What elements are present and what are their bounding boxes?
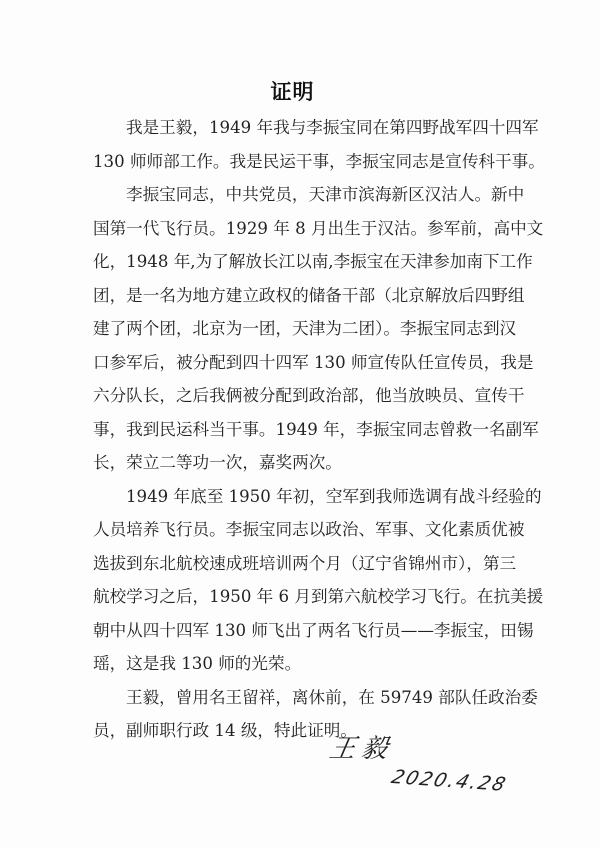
text-line: 团，是一名为地方建立政权的储备干部（北京解放后四野组 [93, 285, 525, 305]
text-line: 我是王毅，1949 年我与李振宝同在第四野战军四十四军 [126, 118, 539, 137]
text-line: 化，1948 年,为了解放长江以南,李振宝在天津参加南下工作 [93, 252, 533, 271]
text-line: 朝中从四十四军 130 师飞出了两名飞行员——李振宝，田锡 [93, 620, 534, 640]
document-body [93, 111, 545, 748]
text-line: 国第一代飞行员。1929 年 8 月出生于汉沽。参军前，高中文 [93, 218, 544, 238]
text-line: 建了两个团，北京为一团，天津为二团）。李振宝同志到汉 [93, 319, 517, 338]
text-line: 口参军后，被分配到四十四军 130 师宣传队任宣传员，我是 [93, 352, 534, 372]
paragraph-2 [93, 178, 544, 480]
text-line: 1949 年底至 1950 年初，空军到我师选调有战斗经验的 [126, 486, 542, 506]
text-line: 选拔到东北航校速成班培训两个月（辽宁省锦州市），第三 [93, 553, 517, 573]
handwritten-signature: 王毅 [326, 734, 397, 764]
text-line: 事，我到民运科当干事。1949 年，李振宝同志曾救一名副军 [93, 419, 539, 439]
text-line: 人员培养飞行员。李振宝同志以政治、军事、文化素质优被 [93, 520, 525, 539]
paragraph-4 [93, 681, 538, 748]
document-title: 证明 [270, 79, 315, 104]
text-line: 六分队长，之后我俩被分配到政治部，他当放映员、宣传干 [93, 386, 525, 405]
text-line: 长，荣立二等功一次，嘉奖两次。 [93, 453, 342, 472]
text-line: 员，副师职行政 14 级，特此证明。 [93, 721, 357, 740]
text-line: 130 师师部工作。我是民运干事，李振宝同志是宣传科干事。 [93, 151, 545, 171]
text-line: 航校学习之后，1950 年 6 月到第六航校学习飞行。在抗美援 [93, 587, 544, 606]
text-line: 王毅，曾用名王留祥，离休前，在 59749 部队任政治委 [126, 687, 538, 707]
handwritten-date: 2020.4.28 [388, 766, 511, 796]
paragraph-3 [93, 480, 544, 681]
text-line: 瑶，这是我 130 师的光荣。 [93, 654, 302, 673]
paragraph-1 [93, 111, 545, 178]
text-line: 李振宝同志，中共党员，天津市滨海新区汉沽人。新中 [126, 185, 525, 204]
